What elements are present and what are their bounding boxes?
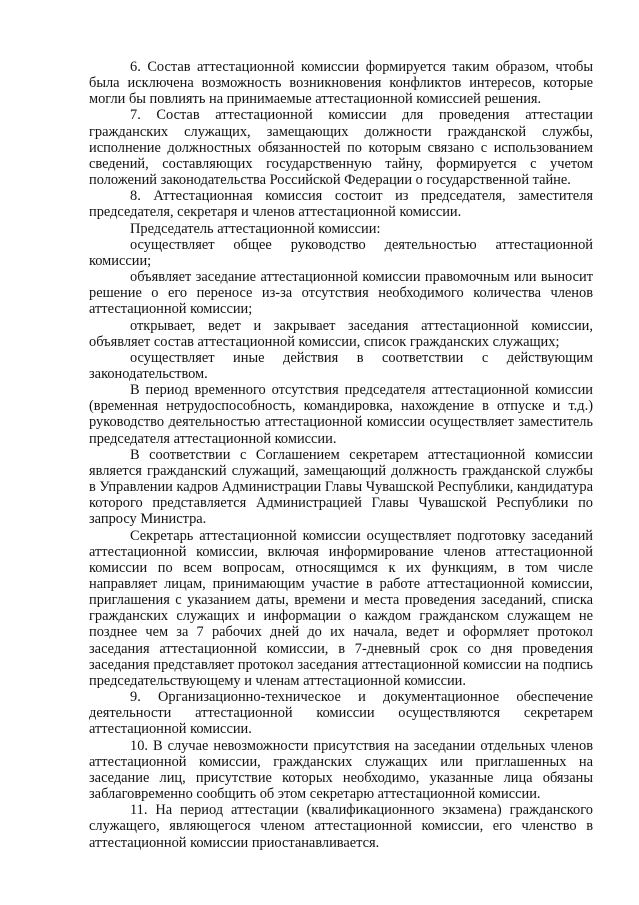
chairman-duty-conduct-meetings: открывает, ведет и закрывает заседания аттестационной комиссии, объявляет состав аттестационной комиссии, список гражданских служащих; [89, 317, 593, 350]
paragraph-secretary-duties: Секретарь аттестационной комиссии осуществляет подготовку заседаний аттестационной комиссии, включая информирование членов аттестационной комиссии по всем вопросам, относящимся к их функциям, в том числе направляет лицам, принимающим участие в работе аттестационной комиссии, приглашения с указанием даты, времени и места проведения заседаний, списка гражданских служащих и информации о каждом гражданском служащем не позднее чем за 7 рабочих дней до их начала, ведет и оформляет протокол заседания аттестационной комиссии, в 7-дневный срок со дня проведения заседания представляет протокол заседания аттестационной комиссии на подпись председательствующему и членам аттестационной комиссии. [89, 527, 593, 689]
chairman-duty-general-management: осуществляет общее руководство деятельностью аттестационной комиссии; [89, 236, 593, 269]
paragraph-9-technical-support: 9. Организационно-техническое и документационное обеспечение деятельности аттестационной комиссии осуществляются секретарем аттестационной комиссии. [89, 689, 593, 738]
paragraph-11-membership-suspension: 11. На период аттестации (квалификационного экзамена) гражданского служащего, являющегося членом аттестационной комиссии, его членство в аттестационной комиссии приостанавливается. [89, 802, 593, 851]
paragraph-6-commission-composition: 6. Состав аттестационной комиссии формируется таким образом, чтобы была исключена возможность возникновения конфликтов интересов, которые могли бы повлиять на принимаемые аттестационной комиссией решения. [89, 59, 593, 108]
chairman-heading: Председатель аттестационной комиссии: [130, 220, 381, 237]
chairman-duty-quorum: объявляет заседание аттестационной комиссии правомочным или выносит решение о его переносе из-за отсутствия необходимого количества членов аттестационной комиссии; [89, 269, 593, 318]
chairman-duty-other-actions: осуществляет иные действия в соответствии с действующим законодательством. [89, 349, 593, 382]
paragraph-chairman-absence: В период временного отсутствия председателя аттестационной комиссии (временная нетрудоспособность, командировка, нахождение в отпуске и т.д.) руководство деятельностью аттестационной комиссии осуществляет заместитель председателя аттестационной комиссии. [89, 382, 593, 447]
paragraph-10-absence-notice: 10. В случае невозможности присутствия на заседании отдельных членов аттестационной комиссии, гражданских служащих или приглашенных на заседание лиц, присутствие которых необходимо, указанные лица обязаны заблаговременно сообщить об этом секретарю аттестационной комиссии. [89, 737, 593, 803]
paragraph-7-state-secret-composition: 7. Состав аттестационной комиссии для проведения аттестации гражданских служащих, замещающих должности гражданской службы, исполнение должностных обязанностей по которым связано с использованием сведений, составляющих государственную тайну, формируется с учетом положений законодательства Российской Федерации о государственной тайне. [89, 107, 593, 189]
paragraph-8-commission-members: 8. Аттестационная комиссия состоит из председателя, заместителя председателя, секретаря и членов аттестационной комиссии. [89, 188, 593, 221]
document-body [89, 59, 593, 851]
paragraph-secretary-appointment: В соответствии с Соглашением секретарем аттестационной комиссии является гражданский служащий, замещающий должность гражданской службы в Управлении кадров Администрации Главы Чувашской Республики, кандидатура которого представляется Администрацией Главы Чувашской Республики по запросу Министра. [89, 446, 593, 528]
